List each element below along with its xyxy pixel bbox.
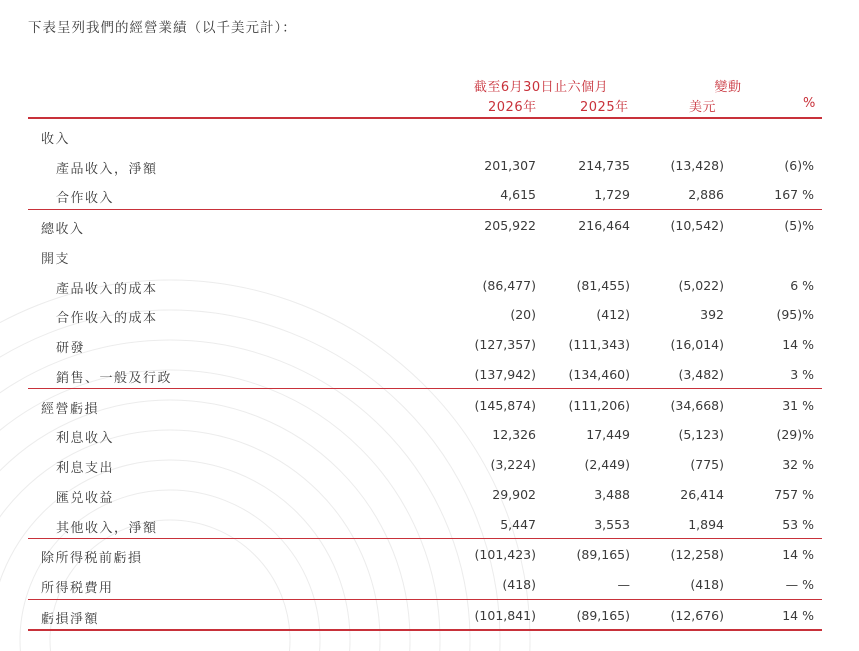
value-2025: 216,464	[578, 218, 630, 233]
row-label: 合作收入	[56, 191, 115, 206]
row-label: 所得税費用	[41, 581, 114, 596]
row-label: 合作收入的成本	[56, 311, 158, 326]
value-2025: (111,343)	[568, 337, 630, 352]
change-usd: (3,482)	[678, 367, 724, 382]
row-label: 銷售、一般及行政	[56, 371, 173, 386]
value-2025: (89,165)	[576, 608, 630, 623]
row-label: 經營虧損	[41, 402, 100, 417]
table-row	[28, 514, 822, 536]
change-header: 變動	[714, 80, 742, 95]
table-row	[28, 245, 822, 267]
change-usd: (13,428)	[670, 158, 724, 173]
value-2025: (89,165)	[576, 547, 630, 562]
change-pct: 14 %	[782, 547, 814, 562]
row-label: 利息收入	[56, 431, 115, 446]
change-usd: (10,542)	[670, 218, 724, 233]
value-2025: 3,553	[594, 517, 630, 532]
value-2025: (81,455)	[576, 278, 630, 293]
row-label: 匯兑收益	[56, 491, 115, 506]
bottom-rule	[28, 629, 822, 631]
change-pct: 757 %	[774, 487, 814, 502]
value-2026: (137,942)	[474, 367, 536, 382]
intro-text: 下表呈列我們的經營業績（以千美元計）：	[28, 20, 297, 36]
table-row	[28, 454, 822, 476]
change-usd: 392	[700, 307, 724, 322]
value-2026: 201,307	[484, 158, 536, 173]
row-label: 總收入	[41, 222, 85, 237]
table-row	[28, 544, 822, 566]
change-pct: 6 %	[790, 278, 814, 293]
table-row	[28, 215, 822, 237]
pretax-loss-rule	[28, 538, 822, 539]
table-row	[28, 395, 822, 417]
row-label: 產品收入的成本	[56, 282, 158, 297]
operating-loss-rule	[28, 388, 822, 389]
value-2025: —	[617, 577, 630, 592]
value-2025: 214,735	[578, 158, 630, 173]
change-usd: (12,258)	[670, 547, 724, 562]
row-label: 收入	[41, 132, 71, 147]
change-pct: (29)%	[776, 427, 814, 442]
row-label: 其他收入，淨額	[56, 521, 158, 536]
table-row	[28, 304, 822, 326]
change-usd: 26,414	[680, 487, 724, 502]
change-usd: (418)	[690, 577, 724, 592]
table-row	[28, 334, 822, 356]
change-pct: 32 %	[782, 457, 814, 472]
table-row	[28, 364, 822, 386]
change-pct: 167 %	[774, 187, 814, 202]
column-header-pct: %	[803, 96, 816, 111]
table-row	[28, 484, 822, 506]
value-2025: (2,449)	[584, 457, 630, 472]
column-header-usd: 美元	[689, 100, 717, 115]
value-2026: (127,357)	[474, 337, 536, 352]
value-2025: (111,206)	[568, 398, 630, 413]
change-usd: (5,022)	[678, 278, 724, 293]
column-header-2025: 2025年	[580, 100, 629, 115]
change-usd: (16,014)	[670, 337, 724, 352]
header-rule	[28, 117, 822, 119]
table-row	[28, 275, 822, 297]
row-label: 虧損淨額	[41, 612, 100, 627]
value-2026: (101,841)	[474, 608, 536, 623]
table-row	[28, 125, 822, 147]
change-pct: 3 %	[790, 367, 814, 382]
change-pct: 53 %	[782, 517, 814, 532]
column-header-2026: 2026年	[488, 100, 537, 115]
value-2026: 29,902	[492, 487, 536, 502]
change-usd: 2,886	[688, 187, 724, 202]
value-2026: (20)	[510, 307, 536, 322]
row-label: 除所得税前虧損	[41, 551, 143, 566]
change-pct: — %	[785, 577, 814, 592]
change-usd: (12,676)	[670, 608, 724, 623]
change-pct: (95)%	[776, 307, 814, 322]
value-2026: 12,326	[492, 427, 536, 442]
value-2025: (134,460)	[568, 367, 630, 382]
change-usd: (5,123)	[678, 427, 724, 442]
change-usd: (34,668)	[670, 398, 724, 413]
change-pct: 31 %	[782, 398, 814, 413]
value-2026: 205,922	[484, 218, 536, 233]
value-2026: (3,224)	[490, 457, 536, 472]
value-2025: 1,729	[594, 187, 630, 202]
change-pct: (5)%	[784, 218, 814, 233]
row-label: 開支	[41, 252, 71, 267]
value-2025: (412)	[596, 307, 630, 322]
row-label: 研發	[56, 341, 86, 356]
value-2026: (86,477)	[482, 278, 536, 293]
table-row	[28, 424, 822, 446]
value-2026: (418)	[502, 577, 536, 592]
value-2026: 4,615	[500, 187, 536, 202]
total-revenue-rule	[28, 209, 822, 210]
table-row	[28, 574, 822, 596]
table-row	[28, 184, 822, 206]
value-2026: (145,874)	[474, 398, 536, 413]
value-2026: (101,423)	[474, 547, 536, 562]
net-loss-rule	[28, 599, 822, 600]
change-usd: 1,894	[688, 517, 724, 532]
change-pct: 14 %	[782, 608, 814, 623]
value-2025: 17,449	[586, 427, 630, 442]
change-pct: (6)%	[784, 158, 814, 173]
change-usd: (775)	[690, 457, 724, 472]
row-label: 產品收入，淨額	[56, 162, 158, 177]
table-row	[28, 155, 822, 177]
value-2026: 5,447	[500, 517, 536, 532]
period-header: 截至6月30日止六個月	[473, 80, 609, 95]
table-row	[28, 605, 822, 627]
change-pct: 14 %	[782, 337, 814, 352]
value-2025: 3,488	[594, 487, 630, 502]
row-label: 利息支出	[56, 461, 115, 476]
